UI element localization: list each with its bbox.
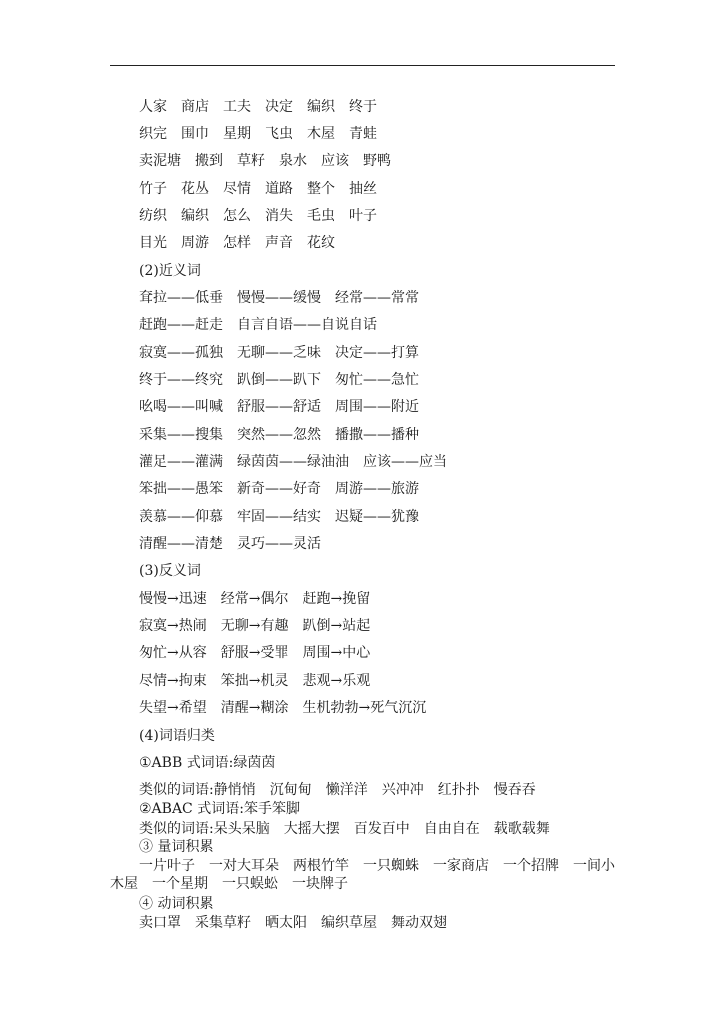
word-row-5: 纺织 编织 怎么 消失 毛虫 叶子 — [139, 208, 377, 224]
antonym-row-2: 寂寞→热闹 无聊→有趣 趴倒→站起 — [139, 618, 371, 634]
word-row-1: 人家 商店 工夫 决定 编织 终于 — [139, 99, 377, 115]
abb-similar: 类似的词语:静悄悄 沉甸甸 懒洋洋 兴冲冲 红扑扑 慢吞吞 — [139, 782, 536, 798]
antonym-row-3: 匆忙→从容 舒服→受罪 周围→中心 — [139, 645, 371, 661]
measure-word-title: ③ 量词积累 — [139, 839, 214, 855]
word-row-2: 织完 围巾 星期 飞虫 木屋 青蛙 — [139, 126, 377, 142]
antonym-row-4: 尽情→拘束 笨拙→机灵 悲观→乐观 — [139, 673, 371, 689]
section-heading-classification: (4)词语归类 — [139, 728, 215, 744]
abac-title: ②ABAC 式词语:笨手笨脚 — [139, 801, 300, 817]
verb-title: ④ 动词积累 — [139, 896, 214, 912]
antonym-row-1: 慢慢→迅速 经常→偶尔 赶跑→挽留 — [139, 591, 371, 607]
synonym-row-8: 笨拙——愚笨 新奇——好奇 周游——旅游 — [139, 481, 419, 497]
synonym-row-7: 灌足——灌满 绿茵茵——绿油油 应该——应当 — [139, 454, 447, 470]
word-row-3: 卖泥塘 搬到 草籽 泉水 应该 野鸭 — [139, 153, 391, 169]
verb-list: 卖口罩 采集草籽 晒太阳 编织草屋 舞动双翅 — [139, 915, 447, 931]
abb-title: ①ABB 式词语:绿茵茵 — [139, 755, 276, 771]
section-heading-synonyms: (2)近义词 — [139, 263, 201, 279]
synonym-row-4: 终于——终究 趴倒——趴下 匆忙——急忙 — [139, 372, 419, 388]
synonym-row-5: 吆喝——叫喊 舒服——舒适 周围——附近 — [139, 399, 419, 415]
word-row-6: 目光 周游 怎样 声音 花纹 — [139, 235, 335, 251]
antonym-row-5: 失望→希望 清醒→糊涂 生机勃勃→死气沉沉 — [139, 700, 427, 716]
synonym-row-9: 羡慕——仰慕 牢固——结实 迟疑——犹豫 — [139, 509, 419, 525]
synonym-row-10: 清醒——清楚 灵巧——灵活 — [139, 536, 321, 552]
synonym-row-6: 采集——搜集 突然——忽然 播撒——播种 — [139, 427, 419, 443]
synonym-row-3: 寂寞——孤独 无聊——乏味 决定——打算 — [139, 345, 419, 361]
section-heading-antonyms: (3)反义词 — [139, 563, 201, 579]
synonym-row-2: 赶跑——赶走 自言自语——自说自话 — [139, 317, 377, 333]
abac-similar: 类似的词语:呆头呆脑 大摇大摆 百发百中 自由自在 载歌载舞 — [139, 821, 550, 837]
word-row-4: 竹子 花丛 尽情 道路 整个 抽丝 — [139, 181, 377, 197]
synonym-row-1: 耷拉——低垂 慢慢——缓慢 经常——常常 — [139, 290, 419, 306]
measure-word-list: 一片叶子 一对大耳朵 两根竹竿 一只蜘蛛 一家商店 一个招牌 一间小木屋 一个星期 一只蜈蚣 一块牌子 — [110, 858, 615, 892]
